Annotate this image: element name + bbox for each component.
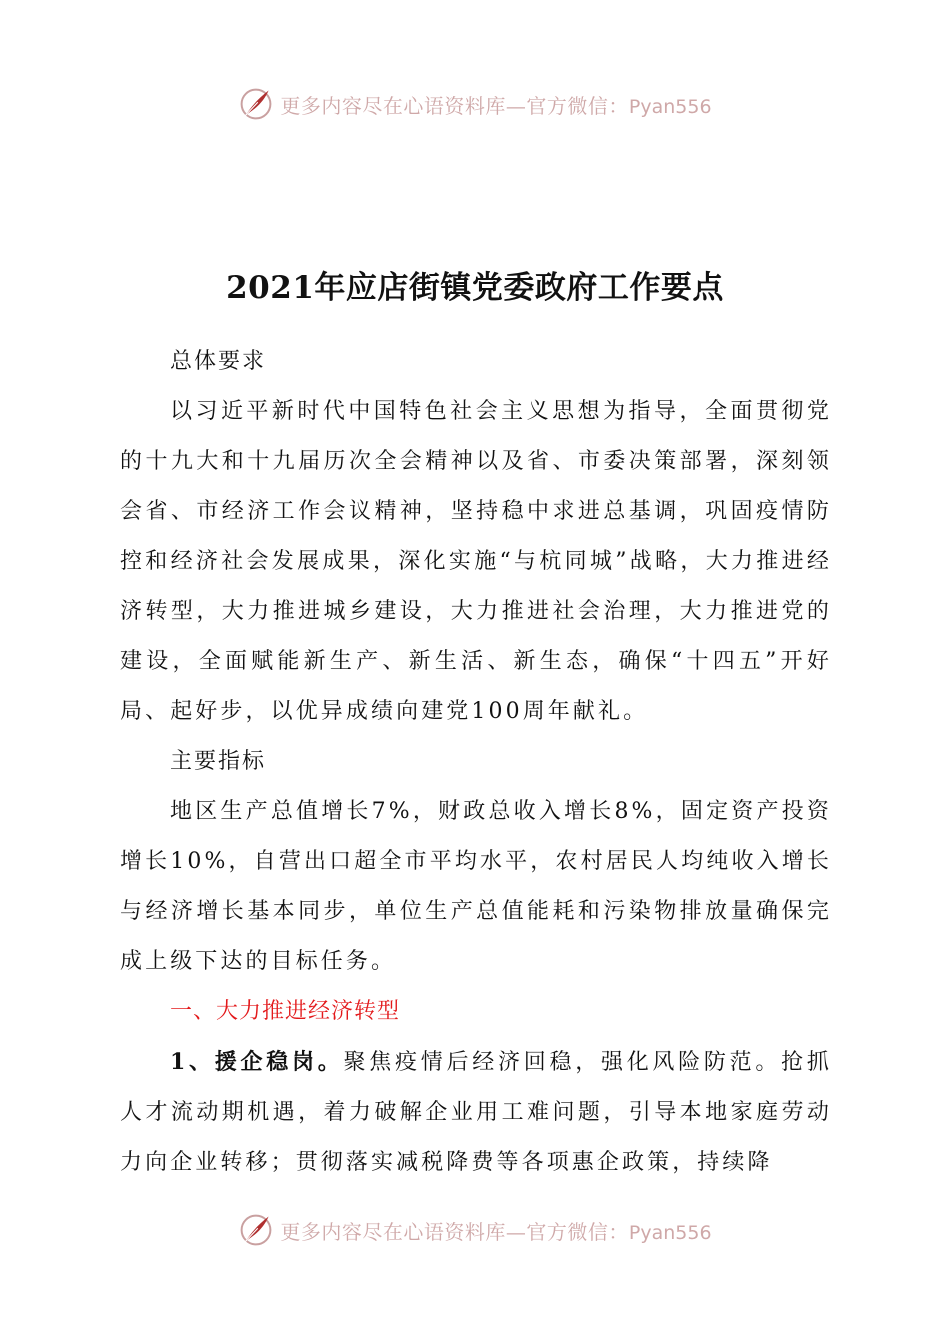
paragraph-indicators: 地区生产总值增长7%，财政总收入增长8%，固定资产投资增长10%，自营出口超全市平均水平，农村居民人均纯收入增长与经济增长基本同步，单位生产总值能耗和污染物排放量确保完成上级下达的目标任务。: [120, 799, 832, 974]
paragraph-guiding-principles: 以习近平新时代中国特色社会主义思想为指导，全面贯彻党的十九大和十九届历次全会精神以及省、市委决策部署，深刻领会省、市经济工作会议精神，坚持稳中求进总基调，巩固疫情防控和经济社会发展成果，深化实施“与杭同城”战略，大力推进经济转型，大力推进城乡建设，大力推进社会治理，大力推进党的建设，全面赋能新生产、新生活、新生态，确保“十四五”开好局、起好步，以优异成绩向建党100周年献礼。: [120, 399, 832, 724]
section-heading-overall: 总体要求: [170, 349, 267, 374]
quill-logo-icon: [238, 86, 274, 122]
watermark-footer: [0, 1208, 950, 1252]
document-title: 2021年应店街镇党委政府工作要点: [226, 270, 724, 306]
watermark-header: [0, 82, 950, 126]
paragraph-support-enterprises: [120, 1037, 832, 1188]
watermark-text: 更多内容尽在心语资料库—官方微信：Pyan556: [280, 1219, 712, 1244]
quill-logo-icon: [238, 1212, 274, 1248]
item-lead: 1、援企稳岗。: [170, 1049, 344, 1075]
section-heading-indicators: 主要指标: [170, 749, 267, 774]
watermark-text: 更多内容尽在心语资料库—官方微信：Pyan556: [280, 93, 712, 118]
section-heading-economic-transformation: 一、大力推进经济转型: [170, 999, 401, 1024]
document-body: [120, 337, 832, 1188]
item-text: 聚焦疫情后经济回稳，强化风险防范。抢抓人才流动期机遇，着力破解企业用工难问题，引导本地家庭劳动力向企业转移；贯彻落实减税降费等各项惠企政策，持续降: [120, 1050, 832, 1175]
